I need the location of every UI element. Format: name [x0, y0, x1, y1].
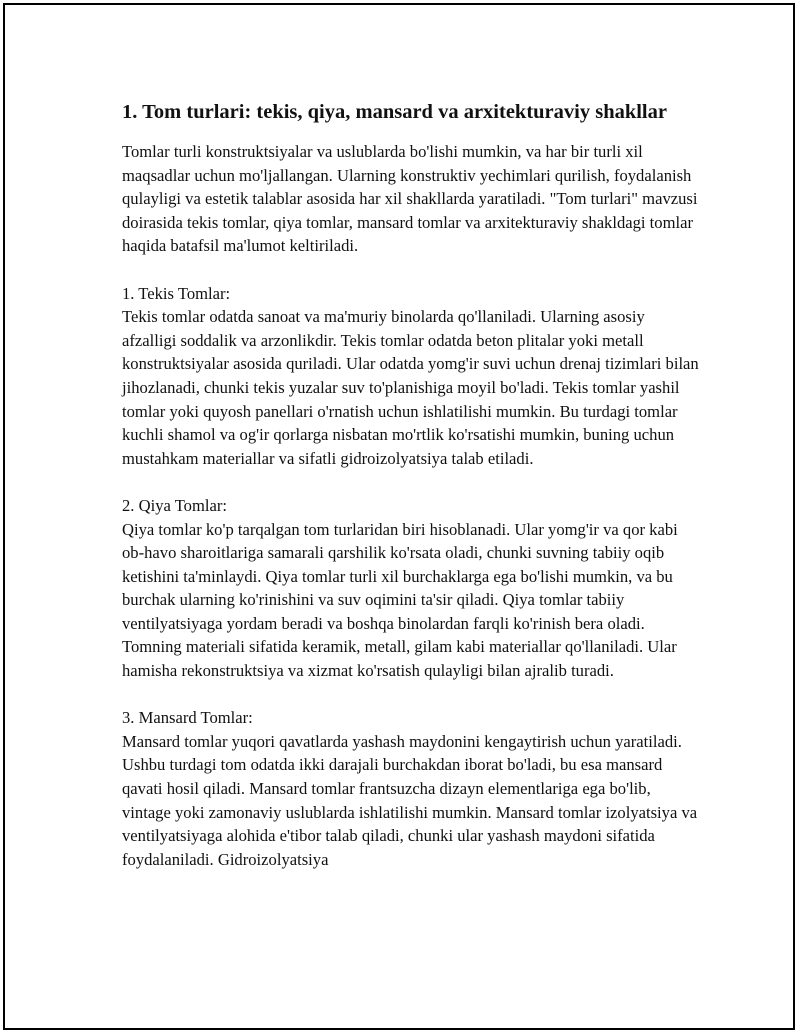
document-title: 1. Tom turlari: tekis, qiya, mansard va arxitekturaviy shakllar [122, 101, 667, 123]
section-body-qiya: Qiya tomlar ko'p tarqalgan tom turlaridan biri hisoblanadi. Ular yomg'ir va qor kabi ob-havo sharoitlariga samarali qarshilik ko'rsata oladi, chunki suvning tabiiy oqib ketishini ta'minlaydi. Qiya tomlar turli xil burchaklarga ega bo'lishi mumkin, va bu burchak ularning ko'rinishini va suv oqimini ta'sir qiladi. Qiya tomlar tabiiy ventilyatsiyaga yordam beradi va boshqa binolardan farqli ko'rinish bera oladi. Tomning materiali sifatida keramik, metall, gilam kabi materiallar qo'llaniladi. Ular hamisha rekonstruktsiya va xizmat ko'rsatish qulayligi bilan ajralib turadi. [122, 519, 678, 681]
page-frame [3, 3, 795, 1030]
section-heading-tekis: 1. Tekis Tomlar: [122, 283, 231, 303]
section-heading-qiya: 2. Qiya Tomlar: [122, 495, 227, 515]
paragraph-gap [122, 683, 702, 707]
intro-paragraph: Tomlar turli konstruktsiyalar va uslublarda bo'lishi mumkin, va har bir turli xil maqsadlar uchun mo'ljallangan. Ularning konstruktiv yechimlari qurilish, foydalanish qulayligi va estetik talablar asosida har xil shakllarda yaratiladi. "Tom turlari" mavzusi doirasida tekis tomlar, qiya tomlar, mansard tomlar va arxitekturaviy shakldagi tomlar haqida batafsil ma'lumot keltiriladi. [122, 142, 698, 256]
section-body-tekis: Tekis tomlar odatda sanoat va ma'muriy binolarda qo'llaniladi. Ularning asosiy afzalligi soddalik va arzonlikdir. Tekis tomlar odatda beton plitalar yoki metall konstruktsiyalar asosida quriladi. Ular odatda yomg'ir suvi uchun drenaj tizimlari bilan jihozlanadi, chunki tekis yuzalar suv to'planishiga moyil bo'ladi. Tekis tomlar yashil tomlar yoki quyosh panellari o'rnatish uchun ishlatilishi mumkin. Bu turdagi tomlar kuchli shamol va og'ir qorlarga nisbatan mo'rtlik ko'rsatishi mumkin, buning uchun mustahkam materiallar va sifatli gidroizolyatsiya talab etiladi. [122, 307, 699, 468]
section-heading-mansard: 3. Mansard Tomlar: [122, 708, 253, 728]
document-content [122, 97, 702, 871]
paragraph-gap [122, 258, 702, 282]
paragraph-gap [122, 470, 702, 494]
section-body-mansard: Mansard tomlar yuqori qavatlarda yashash maydonini kengaytirish uchun yaratiladi. Ushbu turdagi tom odatda ikki darajali burchakdan iborat bo'ladi, bu esa mansard qavati hosil qiladi. Mansard tomlar frantsuzcha dizayn elementlariga ega bo'lib, vintage yoki zamonaviy uslublarda ishlatilishi mumkin. Mansard tomlar izolyatsiya va ventilyatsiyaga alohida e'tibor talab qiladi, chunki ular yashash maydoni sifatida foydalaniladi. Gidroizolyatsiya [122, 731, 698, 869]
